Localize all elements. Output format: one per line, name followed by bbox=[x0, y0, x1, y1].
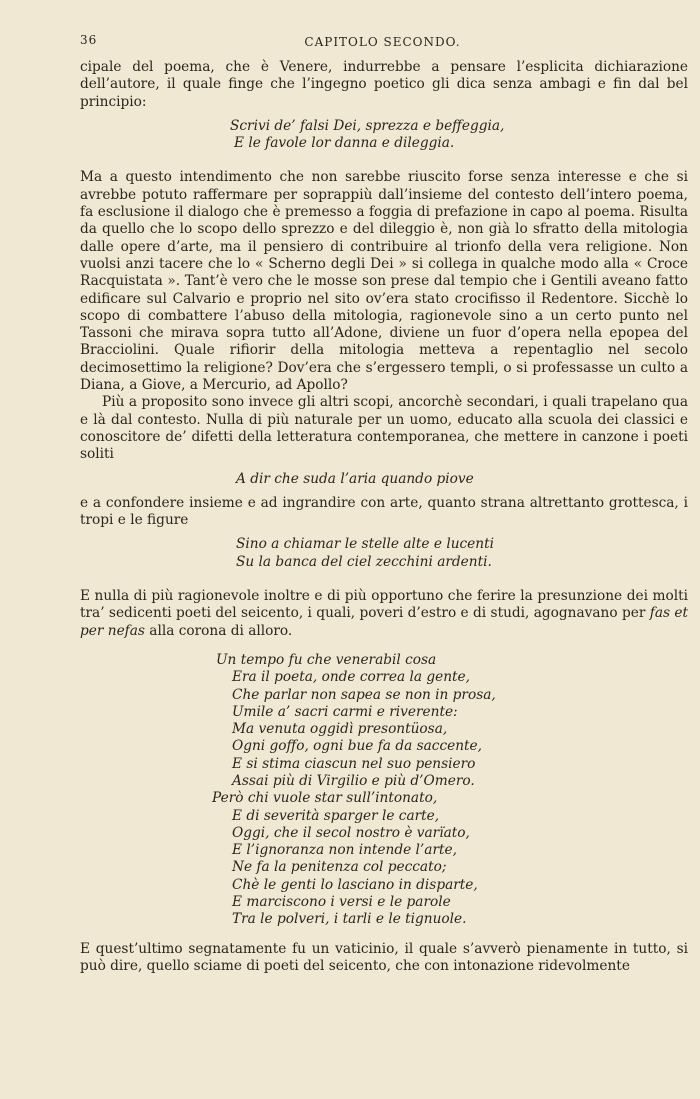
paragraph-2: Ma a questo intendimento che non sarebbe riuscito forse senza interesse e che si avrebbe potuto raffermare per soprappiù dall’insieme del contesto dell’intero poema, fa esclusione il dialogo che è premesso a foggia di prefazione in capo al poema. Risulta da quello che lo scopo dello sprezzo e del dileggio è, non già lo sfratto della mitologia dalle opere d’arte, ma il pensiero di contribuire al trionfo della vera religione. Non vuolsi anzi tacere che lo « Scherno degli Dei » si collega in qualche modo alla « Croce Racquistata ». Tant’è vero che le mosse son prese dal tempio che i Gentili aveano fatto edificare sul Calvario e proprio nel sito ov’era stato crocifisso il Redentore. Sicchè lo scopo di combattere l’abuso della mitologia, ragionevole sino a un certo punto nel Tassoni che mirava sopra tutto all’Adone, diviene un fuor d’opera nella epopea del Bracciolini. Quale rifiorir della mitologia metteva a repentaglio nel secolo decimosettimo la religione? Dov’era che s’ergessero templi, o si professasse un culto a Diana, a Giove, a Mercurio, ad Apollo? bbox=[80, 169, 688, 394]
verse-line: Oggi, che il secol nostro è varïato, bbox=[232, 824, 470, 841]
verse-line: Ne fa la penitenza col peccato; bbox=[232, 859, 447, 876]
paragraph-4: e a confondere insieme e ad ingrandire con arte, quanto strana altrettanto grottesca, i tropi e le figure bbox=[80, 494, 688, 529]
paragraph-5-text: E nulla di più ragionevole inoltre e di più opportuno che ferire la presunzione dei molti tra’ sedicenti poeti del seicento, i quali, poveri d’estro e di studi, agognavano per bbox=[80, 588, 688, 622]
paragraph-5 bbox=[80, 588, 688, 640]
verse-quote-3 bbox=[236, 536, 688, 571]
verse-line: Assai più di Virgilio e più d’Omero. bbox=[232, 772, 475, 789]
paragraph-6: E quest’ultimo segnatamente fu un vaticinio, il quale s’avverò pienamente in tutto, si può dire, quello sciame di poeti del seicento, che con intonazione ridevolmente bbox=[80, 940, 688, 974]
page-body bbox=[80, 59, 688, 975]
verse-line: Un tempo fu che venerabil cosa bbox=[216, 651, 437, 668]
verse-line: Tra le polveri, i tarli e le tignuole. bbox=[232, 911, 467, 928]
latin-phrase: per nefas bbox=[80, 622, 145, 639]
verse-quote-4 bbox=[212, 651, 688, 929]
verse-line: E marciscono i versi e le parole bbox=[232, 894, 451, 911]
verse-line: Sino a chiamar le stelle alte e lucenti bbox=[236, 536, 494, 553]
paragraph-5-text-end: alla corona di alloro. bbox=[144, 622, 293, 639]
page-number: 36 bbox=[80, 33, 98, 47]
verse-line: Scrivi de’ falsi Dei, sprezza e beffeggia, bbox=[230, 117, 505, 134]
page-header bbox=[80, 30, 685, 52]
verse-line: Ma venuta oggidì presontüosa, bbox=[232, 721, 448, 738]
running-title: CAPITOLO SECONDO. bbox=[304, 35, 461, 49]
verse-quote-2 bbox=[236, 471, 688, 488]
verse-line: E di severità sparger le carte, bbox=[232, 807, 440, 824]
verse-line: Chè le genti lo lasciano in disparte, bbox=[232, 876, 478, 893]
latin-phrase: fas et bbox=[649, 605, 688, 622]
verse-line: Che parlar non sapea se non in prosa, bbox=[232, 686, 496, 703]
verse-quote-1 bbox=[230, 118, 688, 153]
verse-line: Su la banca del ciel zecchini ardenti. bbox=[236, 553, 492, 570]
verse-line: E le favole lor danna e dileggia. bbox=[234, 135, 455, 152]
paragraph-3: Più a proposito sono invece gli altri scopi, ancorchè secondari, i quali trapelano qua e là dal contesto. Nulla di più naturale per un uomo, educato alla scuola dei classici e conoscitore de’ difetti della letteratura contemporanea, che mettere in canzone i poeti soliti bbox=[80, 394, 688, 463]
verse-line: Era il poeta, onde correa la gente, bbox=[232, 669, 471, 686]
verse-line: Umile a’ sacri carmi e riverente: bbox=[232, 703, 458, 720]
verse-line: E l’ignoranza non intende l’arte, bbox=[232, 842, 457, 859]
verse-line: E si stima ciascun nel suo pensiero bbox=[232, 755, 476, 772]
verse-line: Ogni goffo, ogni bue fa da saccente, bbox=[232, 738, 482, 755]
verse-line: Però chi vuole star sull’intonato, bbox=[212, 790, 438, 807]
paragraph-1: cipale del poema, che è Venere, indurrebbe a pensare l’esplicita dichiarazione dell’autore, il quale finge che l’ingegno poetico gli dica senza ambagi e fin dal bel principio: bbox=[80, 59, 688, 110]
verse-line: A dir che suda l’aria quando piove bbox=[236, 470, 474, 487]
